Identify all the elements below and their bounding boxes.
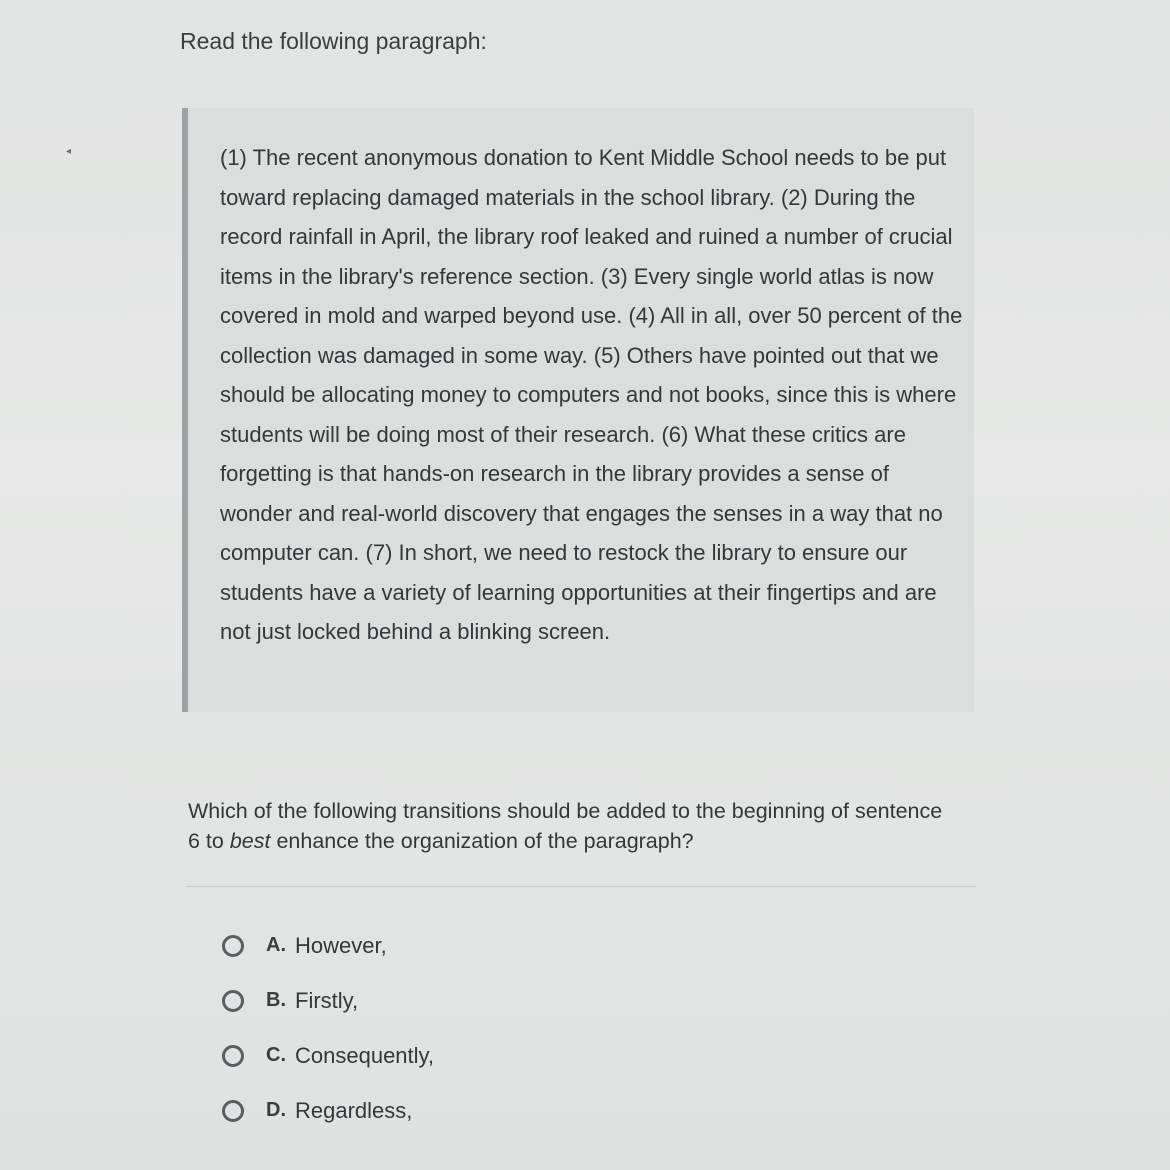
passage-box — [182, 108, 974, 712]
question-emphasis: best — [229, 829, 271, 853]
radio-c-icon[interactable] — [222, 1045, 244, 1067]
question-before: Which of the following transitions should be added to the beginning of sentence 6 to — [188, 799, 943, 853]
option-c-text: Consequently, — [295, 1042, 435, 1068]
option-d[interactable] — [222, 1083, 822, 1138]
radio-d-icon[interactable] — [222, 1100, 244, 1122]
instruction-text: Read the following paragraph: — [180, 28, 487, 54]
option-a[interactable] — [222, 918, 822, 973]
option-d-text: Regardless, — [295, 1097, 413, 1123]
radio-a-icon[interactable] — [222, 935, 244, 957]
radio-b-icon[interactable] — [222, 990, 244, 1012]
cursor-mark-icon: ◂ — [66, 146, 72, 157]
option-c-letter: C. — [266, 1044, 286, 1066]
passage-text: (1) The recent anonymous donation to Kent Middle School needs to be put toward replacing damaged materials in the school library. (2) During the record rainfall in April, the library roof leaked and ruined a number of crucial items in the library's reference section. (3) Every single world atlas is now covered in mold and warped beyond use. (4) All in all, over 50 percent of the collection was damaged in some way. (5) Others have pointed out that we should be allocating money to computers and not books, since this is where students will be doing most of their research. (6) What these critics are forgetting is that hands-on research in the library provides a sense of wonder and real-world discovery that engages the senses in a way that no computer can. (7) In short, we need to restock the library to ensure our students have a variety of learning opportunities at their fingertips and are not just locked behind a blinking screen. — [220, 145, 963, 644]
option-a-letter: A. — [266, 934, 286, 956]
option-d-letter: D. — [266, 1099, 286, 1121]
option-a-text: However, — [295, 932, 387, 958]
option-b-text: Firstly, — [295, 987, 359, 1013]
option-b[interactable] — [222, 973, 822, 1028]
option-b-letter: B. — [266, 989, 286, 1011]
answer-options — [222, 918, 822, 1138]
question-after: enhance the organization of the paragraph? — [270, 829, 694, 853]
divider — [186, 886, 976, 887]
option-c[interactable] — [222, 1028, 822, 1083]
question-text — [188, 796, 948, 856]
